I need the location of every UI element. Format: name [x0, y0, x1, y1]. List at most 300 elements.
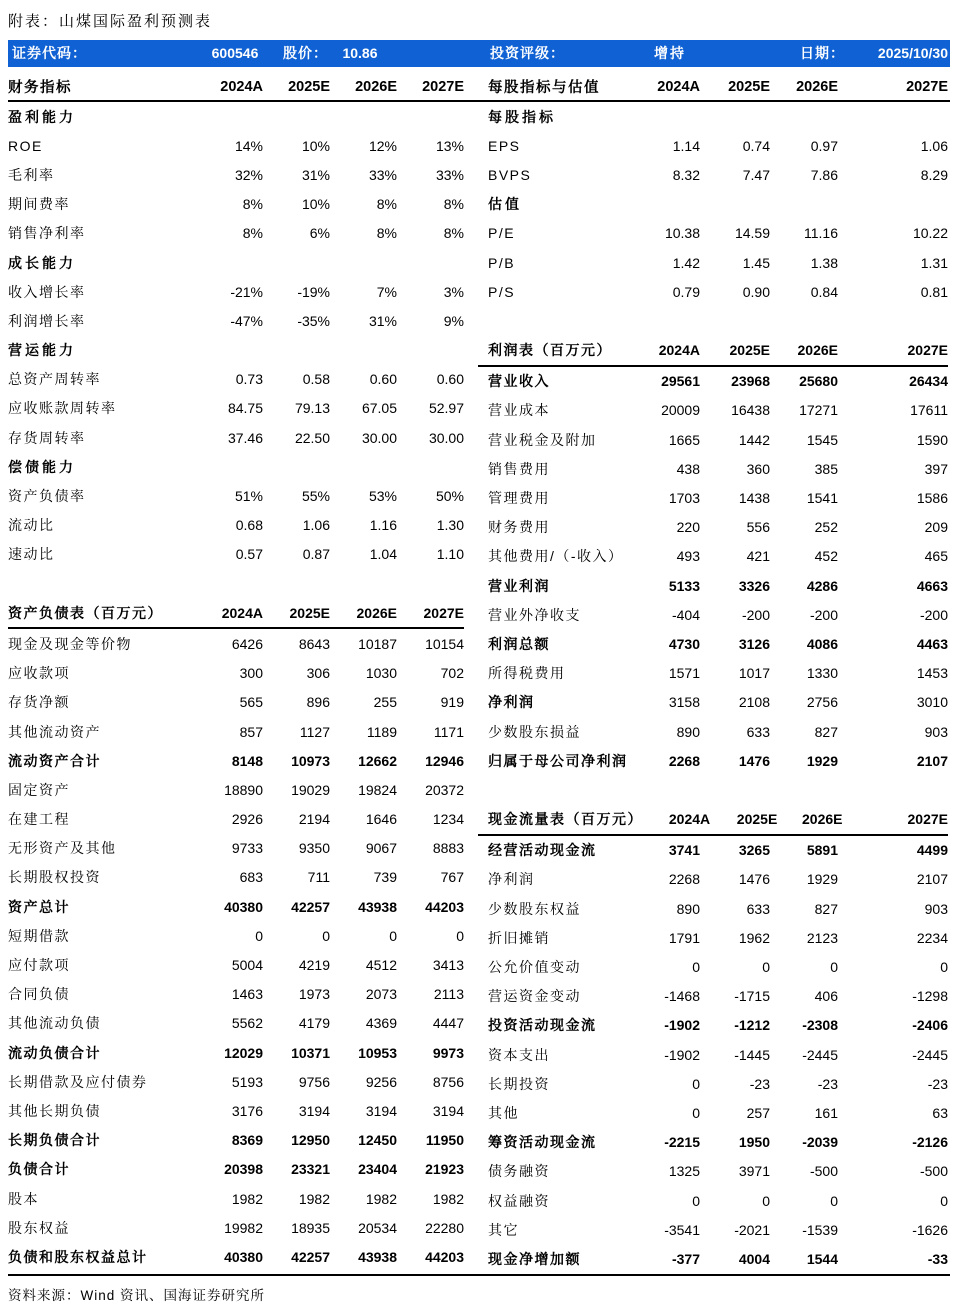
row-value: 31%: [368, 312, 397, 329]
table-header-row: [8, 73, 464, 100]
row-value: 12450: [358, 1132, 397, 1149]
row-value: 452: [814, 548, 838, 565]
section-title-row: [8, 248, 464, 277]
table-row: [478, 629, 948, 658]
row-value: 40380: [224, 898, 263, 915]
row-value: 4730: [668, 635, 700, 652]
row-value: 0.74: [742, 137, 770, 154]
row-label: 营业成本: [488, 402, 550, 419]
row-label: 股本: [8, 1190, 39, 1207]
table-row: [478, 483, 948, 512]
row-value: 5562: [231, 1015, 263, 1032]
row-value: -200: [919, 606, 948, 623]
row-value: 43938: [358, 1248, 397, 1265]
row-value: 1.45: [742, 254, 770, 271]
row-value: 10973: [291, 752, 330, 769]
row-value: 3326: [738, 577, 770, 594]
row-value: 33%: [368, 166, 397, 183]
table-row: [8, 892, 464, 921]
table-row: [478, 367, 948, 396]
financial-indicators-table-header: [8, 73, 478, 100]
row-label: 其他长期负债: [8, 1102, 101, 1119]
row-label: 销售净利率: [8, 225, 86, 242]
row-value: -2126: [912, 1134, 948, 1151]
row-value: 20534: [358, 1219, 397, 1236]
row-label: 偿债能力: [8, 458, 76, 475]
row-value: 84.75: [227, 400, 263, 417]
row-label: 存货周转率: [8, 429, 86, 446]
row-value: 2756: [806, 694, 838, 711]
row-value: 300: [239, 665, 263, 682]
row-value: 1544: [806, 1250, 838, 1267]
row-label: 其他: [488, 1104, 519, 1121]
row-value: -377: [671, 1250, 700, 1267]
row-label: 长期借款及应付债券: [8, 1073, 148, 1090]
price-value: 10.86: [342, 45, 378, 61]
table-row: [478, 454, 948, 483]
year-header: 2024A: [658, 342, 700, 359]
row-value: 22280: [425, 1219, 464, 1236]
row-value: 4179: [298, 1015, 330, 1032]
date-label: 日期：: [800, 45, 845, 61]
row-value: 3176: [231, 1102, 263, 1119]
table-title: 财务指标: [8, 80, 72, 96]
row-value: 739: [373, 869, 397, 886]
row-value: 9733: [231, 840, 263, 857]
row-value: 1950: [738, 1134, 770, 1151]
row-value: -1715: [734, 988, 770, 1005]
row-value: 8.32: [672, 166, 700, 183]
row-value: 4663: [916, 577, 948, 594]
row-value: 1.31: [920, 254, 948, 271]
year-header: 2027E: [906, 78, 948, 95]
row-value: 0: [389, 927, 397, 944]
row-value: 4499: [916, 842, 948, 859]
row-label: 财务费用: [488, 519, 550, 536]
row-value: 11.16: [804, 225, 838, 242]
row-value: 42257: [291, 1248, 330, 1265]
row-value: 0.81: [920, 283, 948, 300]
row-value: -2215: [664, 1134, 700, 1151]
row-value: 1646: [365, 811, 397, 828]
row-value: 252: [814, 519, 838, 536]
row-value: 3194: [298, 1102, 330, 1119]
row-value: 12946: [425, 752, 464, 769]
row-value: 5133: [668, 577, 700, 594]
table-row: [8, 1184, 464, 1213]
row-label: 其它: [488, 1221, 519, 1238]
price-label: 股价：: [283, 45, 328, 61]
row-label: 负债合计: [8, 1161, 70, 1178]
row-value: 827: [814, 723, 838, 740]
row-value: 0: [692, 1192, 700, 1209]
row-value: 63: [932, 1104, 948, 1121]
row-value: 8369: [231, 1132, 263, 1149]
row-value: 493: [676, 548, 700, 565]
row-value: 29561: [661, 373, 700, 390]
row-value: -21%: [230, 283, 263, 300]
row-value: 4463: [916, 635, 948, 652]
row-value: -35%: [297, 312, 330, 329]
row-value: 0: [762, 1192, 770, 1209]
source-note: 资料来源：Wind 资讯、国海证券研究所: [8, 1287, 266, 1303]
row-value: 2123: [806, 929, 838, 946]
row-value: 10.38: [664, 225, 700, 242]
table-row: [478, 131, 948, 160]
row-value: 1453: [916, 665, 948, 682]
row-value: 13%: [435, 137, 464, 154]
row-value: -1902: [664, 1017, 700, 1034]
row-value: 438: [676, 460, 700, 477]
row-value: -2021: [734, 1221, 770, 1238]
row-value: 25680: [799, 373, 838, 390]
table-row: [478, 1098, 948, 1127]
row-label: P/S: [488, 283, 516, 300]
row-value: 8756: [432, 1073, 464, 1090]
year-header: 2024A: [668, 811, 711, 828]
row-value: 0.97: [810, 137, 838, 154]
row-value: 1476: [738, 871, 770, 888]
row-value: 12662: [358, 752, 397, 769]
table-row: [8, 277, 464, 306]
row-value: 2194: [298, 811, 330, 828]
row-value: 1476: [738, 752, 770, 769]
row-label: 营业税金及附加: [488, 431, 597, 448]
row-value: 1330: [806, 665, 838, 682]
row-value: 10953: [358, 1044, 397, 1061]
row-value: 0: [940, 1192, 948, 1209]
row-value: 255: [373, 694, 397, 711]
row-value: -2308: [802, 1017, 838, 1034]
table-row: [478, 1069, 948, 1098]
row-value: 8%: [376, 196, 397, 213]
section-title-row: [478, 102, 948, 131]
row-label: 净利润: [488, 871, 535, 888]
row-label: 公允价值变动: [488, 959, 581, 976]
row-value: 19029: [291, 781, 330, 798]
table-row: [8, 423, 464, 452]
row-value: 0: [456, 927, 464, 944]
row-value: 17611: [910, 402, 948, 419]
row-value: 1665: [668, 431, 700, 448]
row-value: 7%: [376, 283, 397, 300]
year-header: 2026E: [797, 342, 838, 359]
row-label: 总资产周转率: [8, 371, 101, 388]
row-value: 8883: [432, 840, 464, 857]
row-value: 4286: [806, 577, 838, 594]
row-label: 长期投资: [488, 1075, 550, 1092]
spacer-row: [478, 306, 948, 335]
row-label: 成长能力: [8, 254, 76, 271]
row-value: 0.58: [302, 371, 330, 388]
row-label: 归属于母公司净利润: [488, 752, 628, 769]
row-value: 1325: [668, 1163, 700, 1180]
row-label: 应付款项: [8, 957, 70, 974]
row-value: -47%: [230, 312, 263, 329]
table-row: [478, 717, 948, 746]
row-value: 0: [692, 1104, 700, 1121]
row-value: 8%: [443, 225, 464, 242]
row-value: 4512: [365, 957, 397, 974]
row-value: -23: [927, 1075, 948, 1092]
row-label: 其他流动负债: [8, 1015, 101, 1032]
row-value: 12950: [291, 1132, 330, 1149]
row-value: 1982: [298, 1190, 330, 1207]
row-value: 3971: [738, 1163, 770, 1180]
table-row: [478, 1040, 948, 1069]
tables-header-strip: [8, 73, 950, 102]
row-label: 现金及现金等价物: [8, 635, 132, 652]
row-label: 固定资产: [8, 781, 70, 798]
year-header: 2024A: [220, 78, 263, 95]
row-value: 1.16: [369, 517, 397, 534]
row-value: 633: [746, 723, 770, 740]
table-row: [478, 746, 948, 775]
row-value: 0: [692, 959, 700, 976]
row-value: 1586: [916, 490, 948, 507]
table-row: [8, 219, 464, 248]
row-value: 7.86: [810, 166, 838, 183]
row-value: 2113: [433, 986, 464, 1003]
row-value: 26434: [909, 373, 948, 390]
table-row: [478, 1186, 948, 1215]
row-value: 9756: [298, 1073, 330, 1090]
row-label: 利润增长率: [8, 312, 86, 329]
row-value: 1541: [806, 490, 838, 507]
table-row: [8, 629, 464, 658]
row-value: -33: [927, 1250, 948, 1267]
row-value: 2107: [916, 752, 948, 769]
row-label: 估值: [488, 196, 522, 213]
table-row: [8, 160, 464, 189]
row-value: 1973: [298, 986, 330, 1003]
row-value: 2107: [916, 871, 948, 888]
row-value: 20372: [425, 781, 464, 798]
row-value: 4447: [432, 1015, 464, 1032]
year-header: 2027E: [907, 811, 948, 828]
row-label: 净利润: [488, 694, 535, 711]
row-value: 44203: [425, 898, 464, 915]
row-value: 0.60: [369, 371, 397, 388]
table-row: [478, 688, 948, 717]
year-header: 2025E: [289, 604, 330, 621]
row-value: 3%: [443, 283, 464, 300]
row-value: 1703: [668, 490, 700, 507]
row-value: 30.00: [361, 429, 397, 446]
row-value: 8.29: [920, 166, 948, 183]
table-row: [8, 688, 464, 717]
row-value: 8%: [242, 225, 263, 242]
section-title-row: [8, 336, 464, 365]
financial-indicators-table: [8, 102, 478, 1274]
row-value: 1.04: [369, 546, 397, 563]
row-value: 896: [306, 694, 330, 711]
row-label: 流动资产合计: [8, 752, 101, 769]
table-row: [8, 746, 464, 775]
per-share-valuation-table-header: [478, 73, 948, 100]
row-value: 50%: [435, 488, 464, 505]
row-value: 903: [924, 723, 948, 740]
year-header: 2027E: [907, 342, 948, 359]
row-value: 0.60: [436, 371, 464, 388]
row-value: 1.06: [920, 137, 948, 154]
table-row: [8, 863, 464, 892]
table-row: [478, 219, 948, 248]
row-value: 0.68: [235, 517, 263, 534]
table-section-header-row: [478, 805, 948, 836]
table-title: 每股指标与估值: [488, 80, 600, 96]
row-value: 220: [676, 519, 700, 536]
row-value: -500: [919, 1163, 948, 1180]
row-value: 1982: [432, 1190, 464, 1207]
row-value: 23321: [291, 1161, 330, 1178]
row-value: 4004: [738, 1250, 770, 1267]
row-value: 37.46: [227, 429, 263, 446]
row-value: -1212: [734, 1017, 770, 1034]
row-value: 2108: [738, 694, 770, 711]
row-value: 767: [440, 869, 464, 886]
row-value: 556: [746, 519, 770, 536]
row-label: 毛利率: [8, 166, 55, 183]
row-value: 2268: [668, 752, 700, 769]
row-value: 1030: [365, 665, 397, 682]
table-row: [478, 952, 948, 981]
row-value: 14.59: [734, 225, 770, 242]
row-label: 权益融资: [488, 1192, 550, 1209]
row-value: 2268: [668, 871, 700, 888]
row-label: 每股指标: [488, 108, 556, 125]
table-row: [478, 277, 948, 306]
row-value: -19%: [297, 283, 330, 300]
row-value: 0.90: [742, 283, 770, 300]
row-value: 9067: [365, 840, 397, 857]
row-value: 3194: [365, 1102, 397, 1119]
row-value: 3010: [916, 694, 948, 711]
row-label: 债务融资: [488, 1163, 550, 1180]
row-value: 3158: [668, 694, 700, 711]
row-label: 合同负债: [8, 986, 70, 1003]
table-row: [478, 160, 948, 189]
row-value: 8643: [298, 635, 330, 652]
row-label: 期间费率: [8, 196, 70, 213]
row-value: 0.79: [672, 283, 700, 300]
row-value: 385: [814, 460, 838, 477]
row-value: 4369: [365, 1015, 397, 1032]
row-value: 10.22: [912, 225, 948, 242]
row-value: 1234: [432, 811, 464, 828]
row-value: 890: [676, 723, 700, 740]
row-value: -2039: [802, 1134, 838, 1151]
year-header: 2025E: [736, 811, 778, 828]
row-value: 9973: [432, 1044, 464, 1061]
row-label: 负债和股东权益总计: [8, 1248, 148, 1265]
row-value: 22.50: [294, 429, 330, 446]
row-value: 1017: [738, 665, 770, 682]
row-label: P/B: [488, 254, 516, 271]
table-row: [8, 659, 464, 688]
row-value: 43938: [358, 898, 397, 915]
row-value: 3126: [738, 635, 770, 652]
row-value: 3741: [668, 842, 700, 859]
year-header: 2026E: [355, 78, 397, 95]
row-value: 406: [814, 988, 838, 1005]
table-row: [8, 1213, 464, 1242]
row-value: 702: [440, 665, 464, 682]
row-value: -404: [671, 606, 700, 623]
table-row: [478, 396, 948, 425]
row-value: 397: [924, 460, 948, 477]
row-value: 3194: [432, 1102, 464, 1119]
row-value: -2406: [912, 1017, 948, 1034]
table-row: [8, 540, 464, 569]
row-value: 6426: [231, 635, 263, 652]
table-row: [478, 1128, 948, 1157]
row-label: 盈利能力: [8, 108, 76, 125]
row-label: 应收款项: [8, 665, 70, 682]
spacer-row: [8, 569, 464, 598]
row-label: 所得税费用: [488, 665, 566, 682]
row-value: 0: [322, 927, 330, 944]
table-row: [8, 775, 464, 804]
table-row: [478, 248, 948, 277]
table-section-header-row: [478, 336, 948, 367]
row-value: 33%: [435, 166, 464, 183]
year-header: 2024A: [657, 78, 700, 95]
row-value: 903: [924, 900, 948, 917]
row-label: 营业利润: [488, 577, 550, 594]
row-value: 919: [440, 694, 464, 711]
row-value: 51%: [234, 488, 263, 505]
row-value: 9%: [443, 312, 464, 329]
row-value: 0: [762, 959, 770, 976]
row-value: -1468: [664, 988, 700, 1005]
row-label: 现金净增加额: [488, 1250, 581, 1267]
row-value: 20009: [661, 402, 700, 419]
row-value: 40380: [224, 1248, 263, 1265]
row-value: 1929: [806, 752, 838, 769]
row-value: 257: [746, 1104, 770, 1121]
row-value: 1189: [366, 723, 397, 740]
row-value: 12029: [224, 1044, 263, 1061]
row-value: -2445: [802, 1046, 838, 1063]
row-label: 资产负债率: [8, 488, 86, 505]
table-row: [8, 1067, 464, 1096]
row-value: -200: [741, 606, 770, 623]
row-value: 8148: [231, 752, 263, 769]
row-label: 筹资活动现金流: [488, 1134, 597, 1151]
row-value: 2234: [916, 929, 948, 946]
table-row: [478, 982, 948, 1011]
table-row: [8, 950, 464, 979]
row-value: 10%: [301, 137, 330, 154]
row-value: 161: [814, 1104, 838, 1121]
table-row: [8, 717, 464, 746]
row-value: 12%: [368, 137, 397, 154]
row-value: 19982: [224, 1219, 263, 1236]
row-value: 2073: [365, 986, 397, 1003]
row-value: 10371: [291, 1044, 330, 1061]
row-value: -1626: [912, 1221, 948, 1238]
table-section-header-row: [8, 598, 464, 629]
row-label: 流动比: [8, 517, 55, 534]
table-row: [8, 805, 464, 834]
row-value: 1.30: [436, 517, 464, 534]
row-value: 1929: [806, 871, 838, 888]
row-value: 10154: [425, 635, 464, 652]
year-header: 2026E: [796, 78, 838, 95]
row-label: 营运能力: [8, 342, 76, 359]
table-row: [478, 1011, 948, 1040]
